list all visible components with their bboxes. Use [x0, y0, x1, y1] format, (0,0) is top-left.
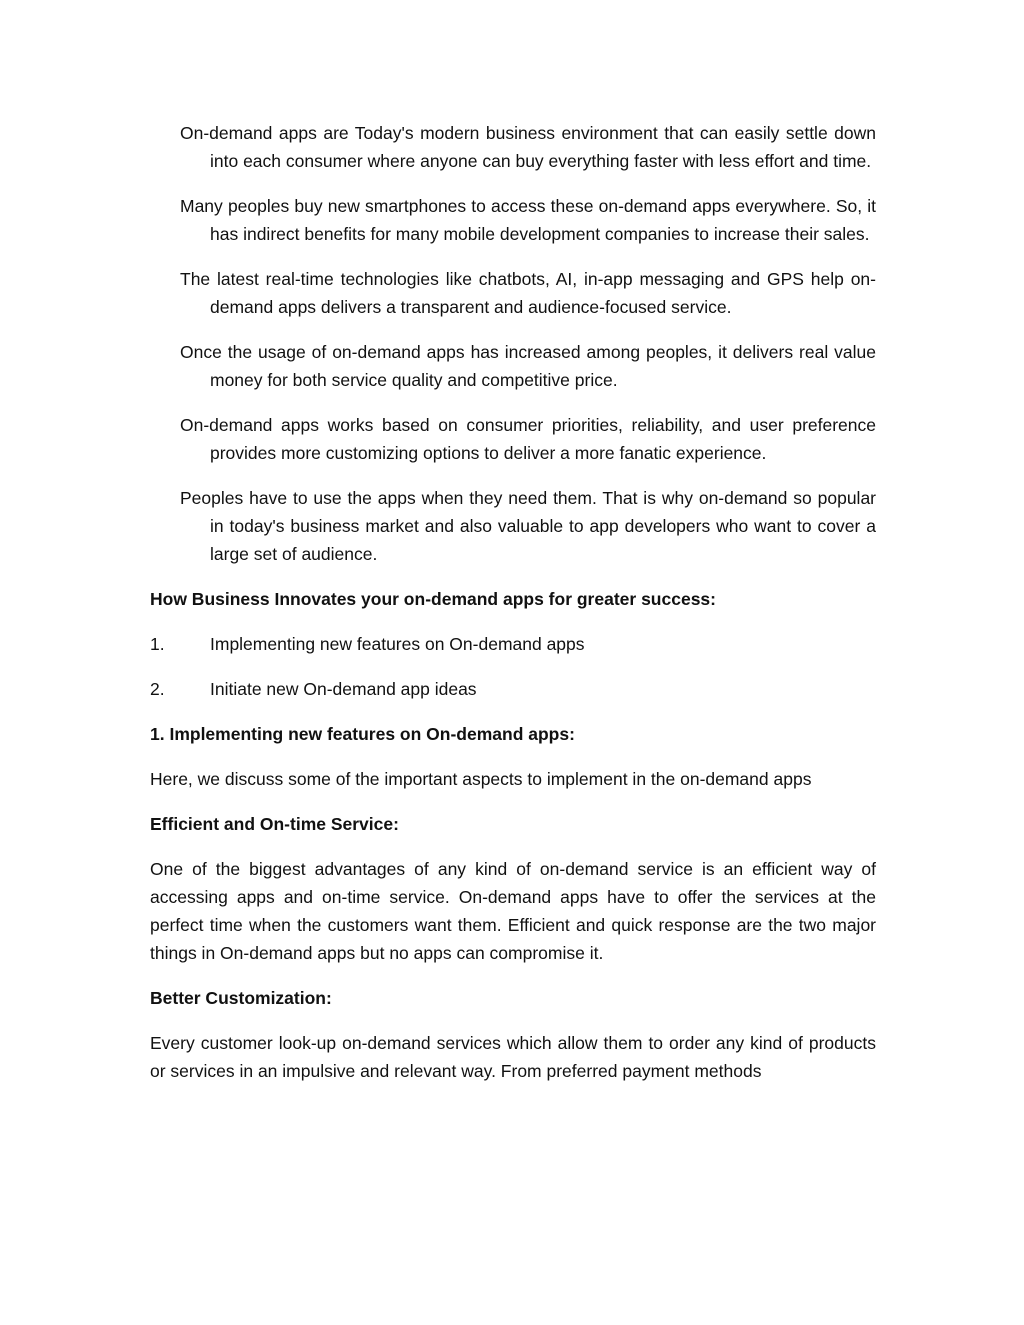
document-page	[150, 119, 876, 1102]
section-heading: How Business Innovates your on-demand apps for greater success:	[150, 589, 716, 609]
subsection-heading: Better Customization:	[150, 988, 332, 1008]
numbered-list-item	[150, 630, 876, 658]
bullet-paragraph: On-demand apps works based on consumer priorities, reliability, and user preference provides more customizing options to deliver a more fanatic experience.	[180, 415, 876, 463]
bullet-paragraph: Once the usage of on-demand apps has increased among peoples, it delivers real value money for both service quality and competitive price.	[180, 342, 876, 390]
body-paragraph: One of the biggest advantages of any kind of on-demand service is an efficient way of accessing apps and on-time service. On-demand apps have to offer the services at the perfect time when the customers want them. Efficient and quick response are the two major things in On-demand apps but no apps can compromise it.	[150, 859, 876, 963]
list-number: 1.	[150, 634, 165, 654]
intro-paragraph: Here, we discuss some of the important aspects to implement in the on-demand apps	[150, 769, 812, 789]
list-item-text: Initiate new On-demand app ideas	[210, 679, 477, 699]
section-heading: 1. Implementing new features on On-demand apps:	[150, 724, 575, 744]
list-item-text: Implementing new features on On-demand apps	[210, 634, 585, 654]
bullet-paragraph: Many peoples buy new smartphones to access these on-demand apps everywhere. So, it has indirect benefits for many mobile development companies to increase their sales.	[180, 196, 876, 244]
bullet-paragraph: Peoples have to use the apps when they need them. That is why on-demand so popular in today's business market and also valuable to app developers who want to cover a large set of audience.	[180, 488, 876, 564]
body-paragraph: Every customer look-up on-demand services which allow them to order any kind of products or services in an impulsive and relevant way. From preferred payment methods	[150, 1033, 876, 1081]
subsection-heading: Efficient and On-time Service:	[150, 814, 399, 834]
bullet-paragraph: The latest real-time technologies like chatbots, AI, in-app messaging and GPS help on-demand apps delivers a transparent and audience-focused service.	[180, 269, 876, 317]
numbered-list-item	[150, 675, 876, 703]
list-number: 2.	[150, 679, 165, 699]
bullet-paragraph: On-demand apps are Today's modern business environment that can easily settle down into each consumer where anyone can buy everything faster with less effort and time.	[180, 123, 876, 171]
